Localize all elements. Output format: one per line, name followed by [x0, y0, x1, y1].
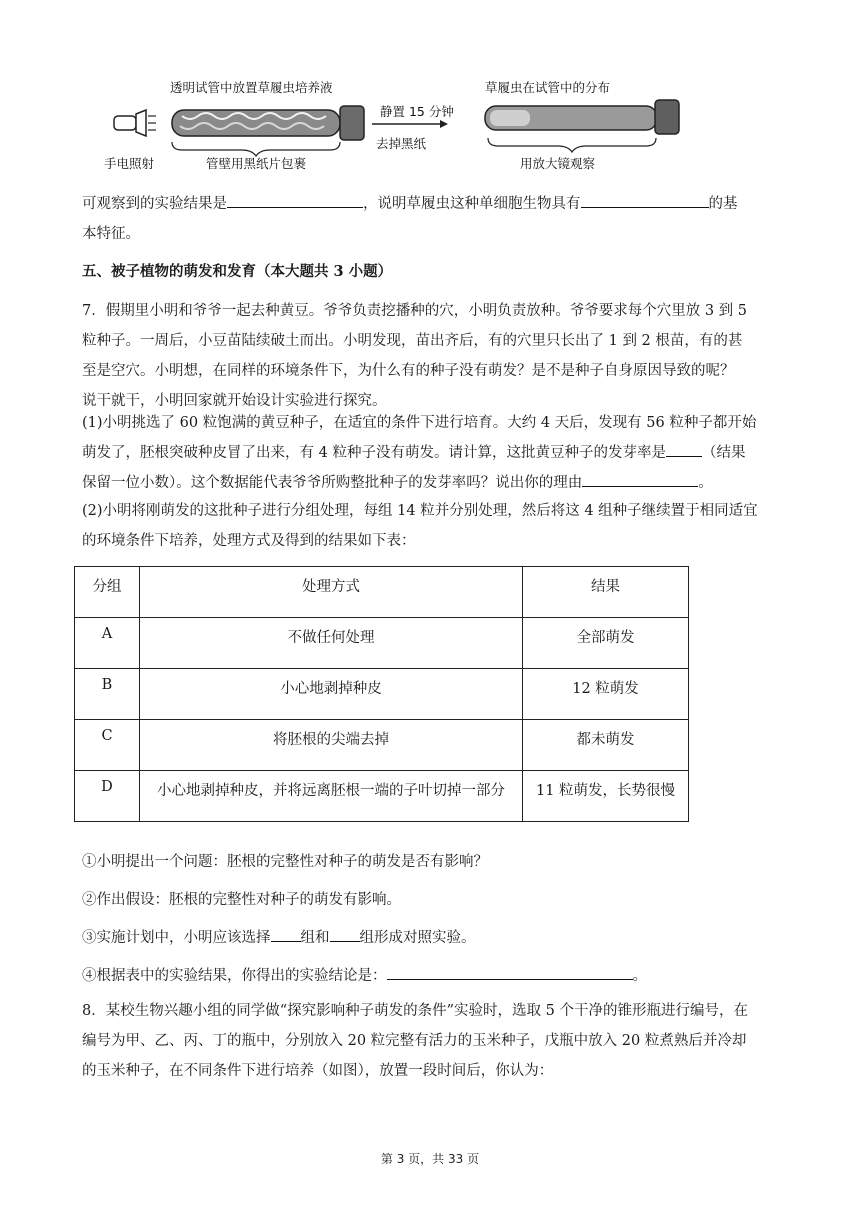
table-cell: 12 粒萌发 — [523, 669, 689, 720]
question-6-answer-line: 可观察到的实验结果是 ，说明草履虫这种单细胞生物具有 的基 本特征。 — [82, 189, 782, 249]
answer-blank[interactable] — [387, 963, 633, 980]
page-footer: 第 3 页，共 33 页 — [380, 1152, 480, 1166]
wrapped-test-tube — [172, 106, 364, 140]
flashlight-icon — [114, 110, 156, 136]
table-header: 分组 — [75, 567, 140, 618]
table-row — [75, 771, 689, 822]
observed-test-tube — [485, 100, 679, 134]
figure-label: 管壁用黑纸片包裹 — [206, 156, 307, 171]
brace-right — [488, 138, 656, 152]
table-cell: C — [75, 720, 140, 771]
figure-label: 手电照射 — [104, 156, 155, 171]
question-7-part-1: (1)小明挑选了 60 粒饱满的黄豆种子，在适宜的条件下进行培育。大约 4 天后，发现有 56 粒种子都开始 萌发了，胚根突破种皮冒了出来，有 4 粒种子没有萌发。请计算，这批黄豆种子的发芽率是 （结果 保留一位小数）。这个数据能代表爷爷所购整批种子的发芽率吗？说出你的理由 。 — [82, 415, 757, 491]
question-7-steps: ①小明提出一个问题：胚根的完整性对种子的萌发是否有影响？ ②作出假设：胚根的完整性对种子的萌发有影响。 ③实施计划中，小明应该选择 组和 组形成对照实验。 ④根据表中的实验结果，你得出的实验结论是： 。 — [82, 854, 647, 984]
table-cell: 11 粒萌发，长势很慢 — [523, 771, 689, 822]
question-7-part-2: (2)小明将刚萌发的这批种子进行分组处理，每组 14 粒并分别处理，然后将这 4 组种子继续置于相同适宜 的环境条件下培养，处理方式及得到的结果如下表： — [82, 503, 758, 549]
table-cell: D — [75, 771, 140, 822]
table-row — [75, 618, 689, 669]
right-arrow-icon — [372, 120, 448, 128]
table-row — [75, 669, 689, 720]
table-header: 结果 — [523, 567, 689, 618]
table-cell: 全部萌发 — [523, 618, 689, 669]
table-header-row — [75, 567, 689, 618]
table-cell: 将胚根的尖端去掉 — [140, 720, 523, 771]
table-cell: 不做任何处理 — [140, 618, 523, 669]
table-cell: 小心地剥掉种皮 — [140, 669, 523, 720]
table-cell: A — [75, 618, 140, 669]
table-row — [75, 720, 689, 771]
table-cell: 小心地剥掉种皮，并将远离胚根一端的子叶切掉一部分 — [140, 771, 523, 822]
figure-label: 用放大镜观察 — [520, 156, 596, 171]
figure-label: 静置 15 分钟 — [380, 104, 454, 119]
experiment-figure — [100, 76, 690, 174]
table-cell: 都未萌发 — [523, 720, 689, 771]
question-7-intro: 7．假期里小明和爷爷一起去种黄豆。爷爷负责挖播种的穴，小明负责放种。爷爷要求每个穴里放 3 到 5 粒种子。一周后，小豆苗陆续破土而出。小明发现，苗出齐后，有的穴里只长出了 1 到 2 根苗，有的甚 至是空穴。小明想，在同样的环境条件下，为什么有的种子没有萌发？是不是种子自身原因导致的呢？ 说干就干，小明回家就开始设计实验进行探究。 — [82, 303, 747, 409]
table-cell: B — [75, 669, 140, 720]
question-8: 8．某校生物兴趣小组的同学做“探究影响种子萌发的条件”实验时，选取 5 个干净的锥形瓶进行编号，在 编号为甲、乙、丙、丁的瓶中，分别放入 20 粒完整有活力的玉米种子，戊瓶中放入 20 粒煮熟后并冷却 的玉米种子，在不同条件下进行培养（如图），放置一段时间后，你认为： — [82, 1003, 748, 1079]
figure-label: 透明试管中放置草履虫培养液 — [170, 80, 333, 95]
figure-label: 草履虫在试管中的分布 — [485, 80, 611, 95]
results-table — [74, 566, 689, 822]
answer-blank[interactable] — [582, 470, 698, 487]
answer-blank[interactable] — [581, 191, 709, 208]
table-header: 处理方式 — [140, 567, 523, 618]
answer-blank[interactable] — [330, 925, 360, 942]
answer-blank[interactable] — [666, 440, 702, 457]
figure-label: 去掉黑纸 — [376, 136, 427, 151]
section-title: 五、被子植物的萌发和发育（本大题共 3 小题） — [82, 263, 393, 280]
answer-blank[interactable] — [271, 925, 301, 942]
answer-blank[interactable] — [227, 191, 363, 208]
